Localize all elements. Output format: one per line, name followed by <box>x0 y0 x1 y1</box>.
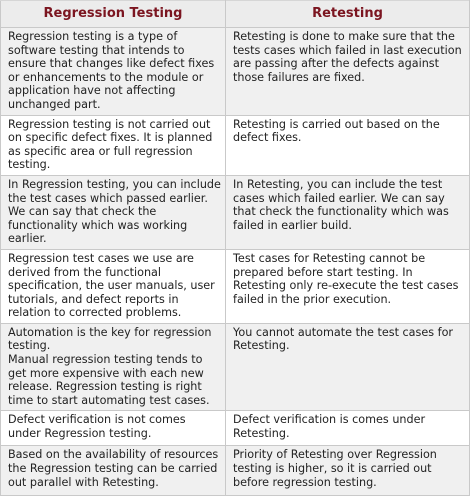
retesting-cell: Test cases for Retesting cannot be prepared before start testing. In Retesting only re-execute the test cases failed in the prior execution. <box>226 249 470 323</box>
regression-cell: Automation is the key for regression testing. Manual regression testing tends to get more expensive with each new release. Regression testing is right time to start automating test cases. <box>1 323 226 411</box>
table-row <box>1 249 470 323</box>
header-regression-testing: Regression Testing <box>1 1 226 28</box>
regression-cell: Regression testing is not carried out on specific defect fixes. It is planned as specific area or full regression testing. <box>1 115 226 175</box>
retesting-cell: Retesting is carried out based on the defect fixes. <box>226 115 470 175</box>
retesting-cell: Priority of Retesting over Regression testing is higher, so it is carried out before regression testing. <box>226 446 470 496</box>
table-row <box>1 28 470 116</box>
regression-cell: In Regression testing, you can include the test cases which passed earlier. We can say that check the functionality which was working earlier. <box>1 175 226 249</box>
retesting-cell: Defect verification is comes under Retesting. <box>226 411 470 446</box>
retesting-cell: In Retesting, you can include the test cases which failed earlier. We can say that check the functionality which was failed in earlier build. <box>226 175 470 249</box>
table-row <box>1 323 470 411</box>
regression-cell: Based on the availability of resources the Regression testing can be carried out parallel with Retesting. <box>1 446 226 496</box>
regression-cell: Regression test cases we use are derived from the functional specification, the user manuals, user tutorials, and defect reports in relation to corrected problems. <box>1 249 226 323</box>
table-row <box>1 175 470 249</box>
regression-cell: Regression testing is a type of software testing that intends to ensure that changes like defect fixes or enhancements to the module or application have not affecting unchanged part. <box>1 28 226 116</box>
table-row <box>1 115 470 175</box>
retesting-cell: You cannot automate the test cases for Retesting. <box>226 323 470 411</box>
retesting-cell: Retesting is done to make sure that the tests cases which failed in last execution are passing after the defects against those failures are fixed. <box>226 28 470 116</box>
regression-cell: Defect verification is not comes under Regression testing. <box>1 411 226 446</box>
table-row <box>1 446 470 496</box>
header-retesting: Retesting <box>226 1 470 28</box>
header-row <box>1 1 470 28</box>
table-row <box>1 411 470 446</box>
